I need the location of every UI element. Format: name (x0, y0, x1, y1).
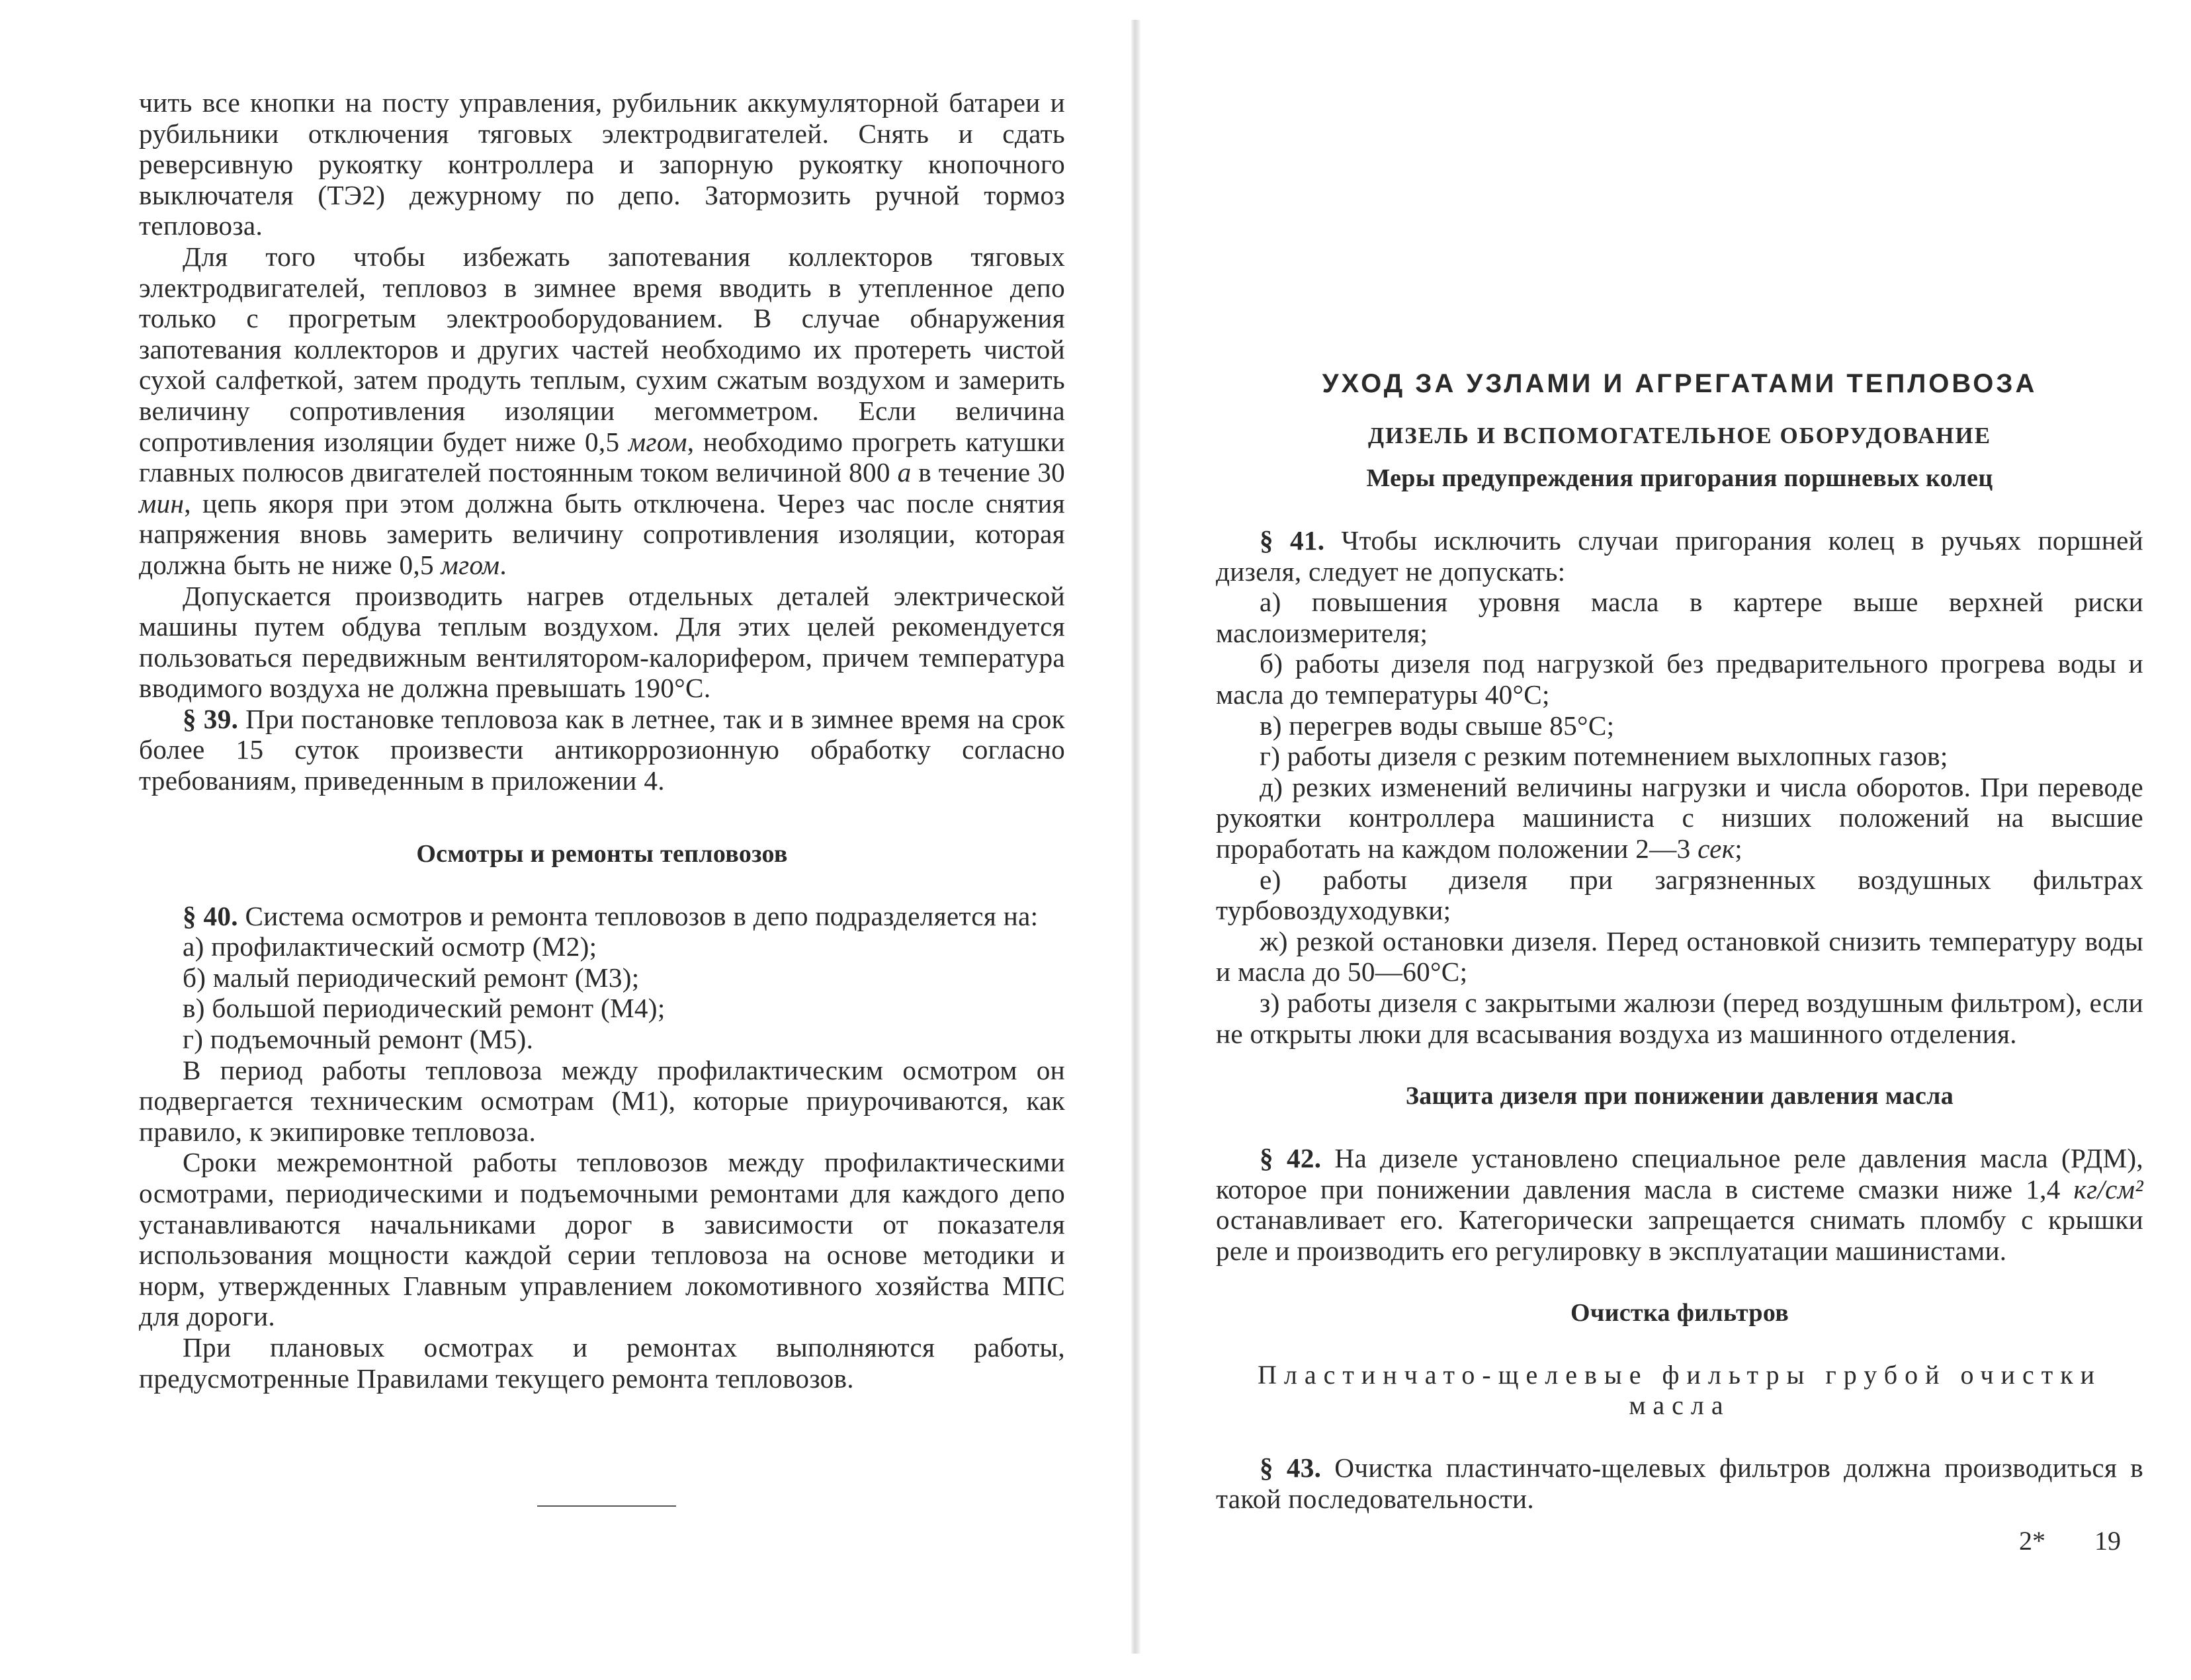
heading-inspections: Осмотры и ремонты тепловозов (416, 839, 788, 868)
left-page-body (139, 87, 1065, 1394)
heading-rings: Меры предупреждения пригорания поршневых колец (1366, 464, 1993, 492)
heading-filters: Очистка фильтров (1570, 1299, 1789, 1327)
heading-oil-pressure: Защита дизеля при понижении давления масла (1405, 1082, 1954, 1111)
signature-mark: 2* (2019, 1526, 2045, 1556)
paragraph-continued: чить все кнопки на посту управления, рубильник аккумуляторной батареи и рубильники отключения тяговых электродвигателей. Снять и сдать реверсивную рукоятку контроллера и запорную рукоятку кнопочного выключателя (ТЭ2) дежурному по депо. Затормозить ручной тормоз тепловоза. (139, 87, 1065, 241)
list-item: д) резких изменений величины нагрузки и числа оборотов. При переводе рукоятки контроллера машиниста с низших положений на высшие проработать на каждом положении 2—3 сек; (1216, 771, 2143, 864)
section-number: § 39. (183, 703, 239, 734)
paragraph-section-41: § 41. Чтобы исключить случаи пригорания колец в ручьях поршней дизеля, следует не допускать: (1216, 525, 2143, 587)
list-item: а) профилактический осмотр (М2); (183, 931, 597, 962)
list-item: в) перегрев воды свыше 85°С; (1260, 710, 1615, 741)
paragraph-planned-works: При плановых осмотрах и ремонтах выполняются работы, предусмотренные Правилами текущего ремонта тепловозов. (139, 1331, 1065, 1394)
paragraph-section-39: § 39. При постановке тепловоза как в летнее, так и в зимнее время на срок более 15 суток произвести антикоррозионную обработку согласно требованиям, приведенным в приложении 4. (139, 703, 1065, 796)
right-page-body (1216, 463, 2143, 1515)
list-item: б) малый периодический ремонт (М3); (183, 962, 640, 993)
list-item: з) работы дизеля с закрытыми жалюзи (перед воздушным фильтром), если не открыты люки для всасывания воздуха из машинного отделения. (1216, 987, 2143, 1049)
paragraph-intervals: Сроки межремонтной работы тепловозов между профилактическими осмотрами, периодическими и подъемочными ремонтами для каждого депо устанавливаются начальниками дорог в зависимости от показателя использования мощности каждой серии тепловоза на основе методики и норм, утвержденных Главным управлением локомотивного хозяйства МПС для дороги. (139, 1147, 1065, 1332)
end-of-chapter-rule (537, 1505, 676, 1507)
section-subtitle: ДИЗЕЛЬ И ВСПОМОГАТЕЛЬНОЕ ОБОРУДОВАНИЕ (1367, 423, 1992, 448)
section-number: § 43. (1260, 1452, 1322, 1484)
paragraph-section-40: § 40. Система осмотров и ремонта тепловозов в депо подразделяется на: (183, 900, 1039, 931)
paragraph-section-43: § 43. Очистка пластинчато-щелевых фильтров должна производиться в такой последовательности. (1216, 1452, 2143, 1515)
paragraph-section-42: § 42. На дизеле установлено специальное реле давления масла (РДМ), которое при понижении давления масла в системе смазки ниже 1,4 кг/см² останавливает его. Категорически запрещается снимать пломбу с крышки реле и производить его регулировку в эксплуатации машинистами. (1216, 1143, 2144, 1266)
list-item: б) работы дизеля под нагрузкой без предварительного прогрева воды и масла до температуры 40°С; (1216, 648, 2143, 710)
paragraph-heating: Допускается производить нагрев отдельных деталей электрической машины путем обдува теплым воздухом. Для этих целей рекомендуется пользоваться передвижным вентилятором-калорифером, причем температура вводимого воздуха не должна превышать 190°С. (139, 580, 1065, 704)
chapter-title: УХОД ЗА УЗЛАМИ И АГРЕГАТАМИ ТЕПЛОВОЗА (1322, 369, 2038, 398)
list-item: е) работы дизеля при загрязненных воздушных фильтрах турбовоздуходувки; (1216, 864, 2143, 926)
list-item: в) большой периодический ремонт (М4); (183, 993, 666, 1024)
section-number: § 42. (1260, 1143, 1322, 1174)
paragraph-technical-inspections: В период работы тепловоза между профилактическим осмотром он подвергается техническим осмотрам (М1), которые приурочиваются, как правило, к экипировке тепловоза. (139, 1054, 1065, 1147)
page-number: 19 (2094, 1526, 2121, 1556)
spaced-heading: Пластинчато-щелевые фильтры грубой очистки масла (1257, 1360, 2102, 1421)
list-item: ж) резкой остановки дизеля. Перед остановкой снизить температуру воды и масла до 50—60°С; (1216, 925, 2143, 987)
section-number: § 40. (183, 900, 238, 931)
list-item: а) повышения уровня масла в картере выше верхней риски маслоизмерителя; (1216, 587, 2143, 648)
list-item: г) работы дизеля с резким потемнением выхлопных газов; (1260, 741, 1948, 772)
section-number: § 41. (1260, 525, 1325, 556)
list-item: г) подъемочный ремонт (М5). (183, 1024, 534, 1055)
paragraph-condensation: Для того чтобы избежать запотевания коллекторов тяговых электродвигателей, тепловоз в зимнее время вводить в утепленное депо только с прогретым электрооборудованием. В случае обнаружения запотевания коллекторов и других частей необходимо их протереть чистой сухой салфеткой, затем продуть теплым, сухим сжатым воздухом и замерить величину сопротивления изоляции мегомметром. Если величина сопротивления изоляции будет ниже 0,5 мгом, необходимо прогреть катушки главных полюсов двигателей постоянным током величиной 800 а в течение 30 мин, цепь якоря при этом должна быть отключена. Через час после снятия напряжения вновь замерить величину сопротивления изоляции, которая должна быть не ниже 0,5 мгом. (139, 241, 1065, 580)
